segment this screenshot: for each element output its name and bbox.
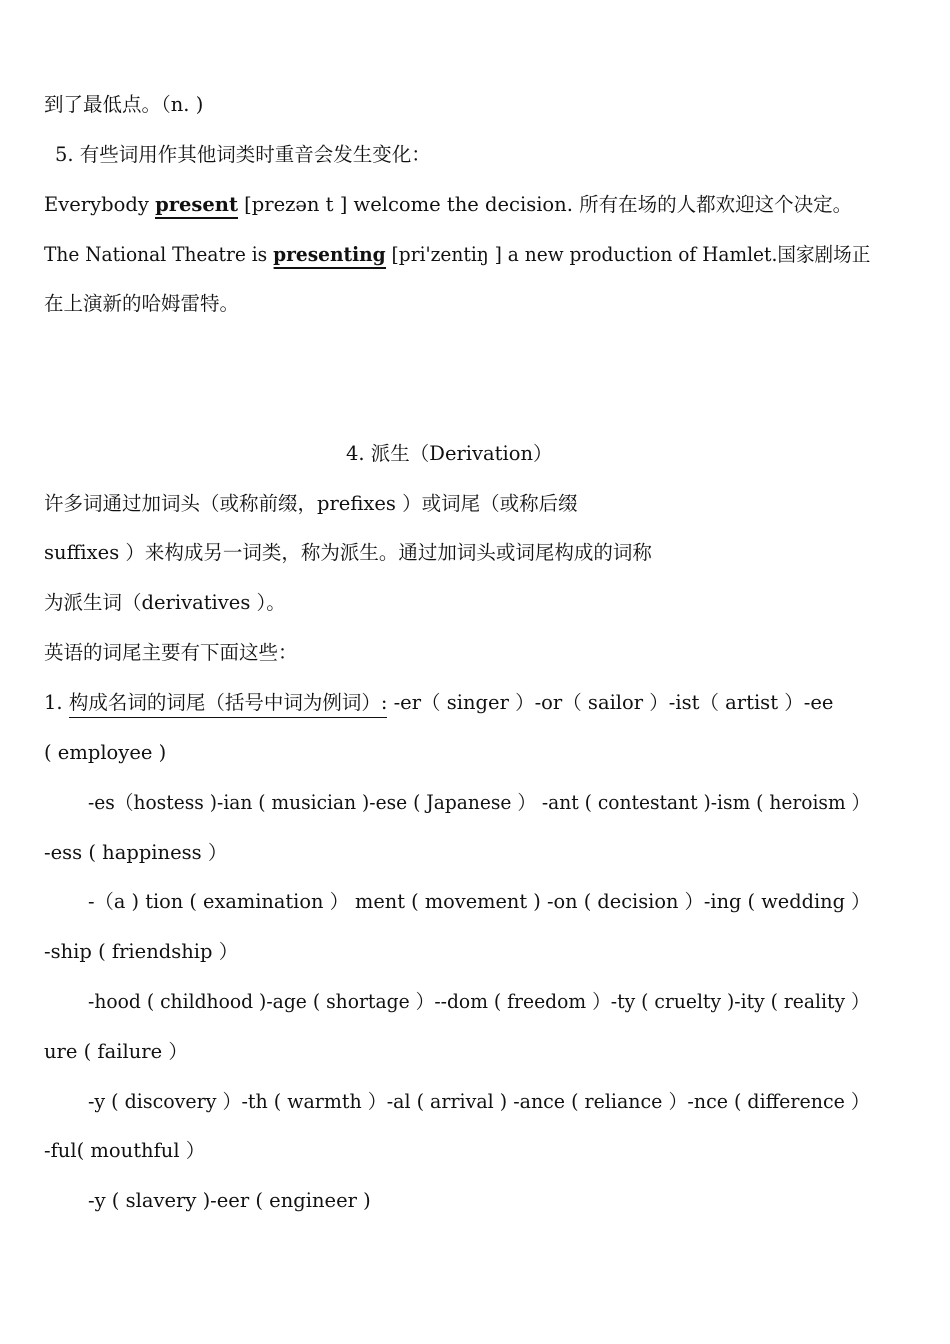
list-number: 1. xyxy=(44,691,69,714)
keyword-presenting: presenting xyxy=(273,243,386,269)
text-span: The National Theatre is xyxy=(44,243,274,266)
example-sentence-presenting xyxy=(44,242,870,268)
text-line: ( employee ) xyxy=(44,741,167,764)
text-line: -hood ( childhood )-age ( shortage ）--dom ( freedom ）-ty ( cruelty )-ity ( reality ） xyxy=(88,990,870,1013)
text-span: Everybody xyxy=(44,193,156,216)
keyword-present: present xyxy=(155,193,238,219)
text-line: -ship ( friendship ） xyxy=(44,940,239,963)
text-line: 到了最低点。（n. ) xyxy=(44,93,204,116)
text-line: suffixes ）来构成另一词类，称为派生。通过加词头或词尾构成的词称 xyxy=(44,541,652,564)
list-heading-underlined: 构成名词的词尾（括号中词为例词）: xyxy=(69,691,388,718)
text-line: -（a ) tion ( examination ） ment ( movement ) -on ( decision ）-ing ( wedding ） xyxy=(88,890,871,913)
text-span: [pri'zentiŋ ] a new production of Hamlet.国家剧场正 xyxy=(385,243,871,266)
text-line: -y ( discovery ）-th ( warmth ）-al ( arrival ) -ance ( reliance ）-nce ( difference ） xyxy=(88,1090,870,1113)
text-line: 为派生词（derivatives ）。 xyxy=(44,591,286,614)
text-span: [prezən t ] welcome the decision. 所有在场的人都欢迎这个决定。 xyxy=(237,193,853,216)
text-line: 5. 有些词用作其他词类时重音会发生变化： xyxy=(55,143,431,166)
text-line: 许多词通过加词头（或称前缀，prefixes ）或词尾（或称后缀 xyxy=(44,492,578,515)
text-line: -ful( mouthful ） xyxy=(44,1139,206,1162)
noun-suffix-list xyxy=(44,690,833,716)
section-heading: 4. 派生（Derivation） xyxy=(346,442,553,465)
example-sentence-present xyxy=(44,192,852,218)
text-span: -er（ singer ）-or（ sailor ）-ist（ artist ）-ee xyxy=(387,691,834,714)
text-line: -y ( slavery )-eer ( engineer ) xyxy=(88,1189,371,1212)
text-line: -es（hostess )-ian ( musician )-ese ( Japanese ） -ant ( contestant )-ism ( heroism ） xyxy=(88,791,871,814)
text-line: ure ( failure ） xyxy=(44,1040,188,1063)
text-line: -ess ( happiness ） xyxy=(44,841,228,864)
text-line: 英语的词尾主要有下面这些： xyxy=(44,641,298,664)
text-line: 在上演新的哈姆雷特。 xyxy=(44,292,240,315)
